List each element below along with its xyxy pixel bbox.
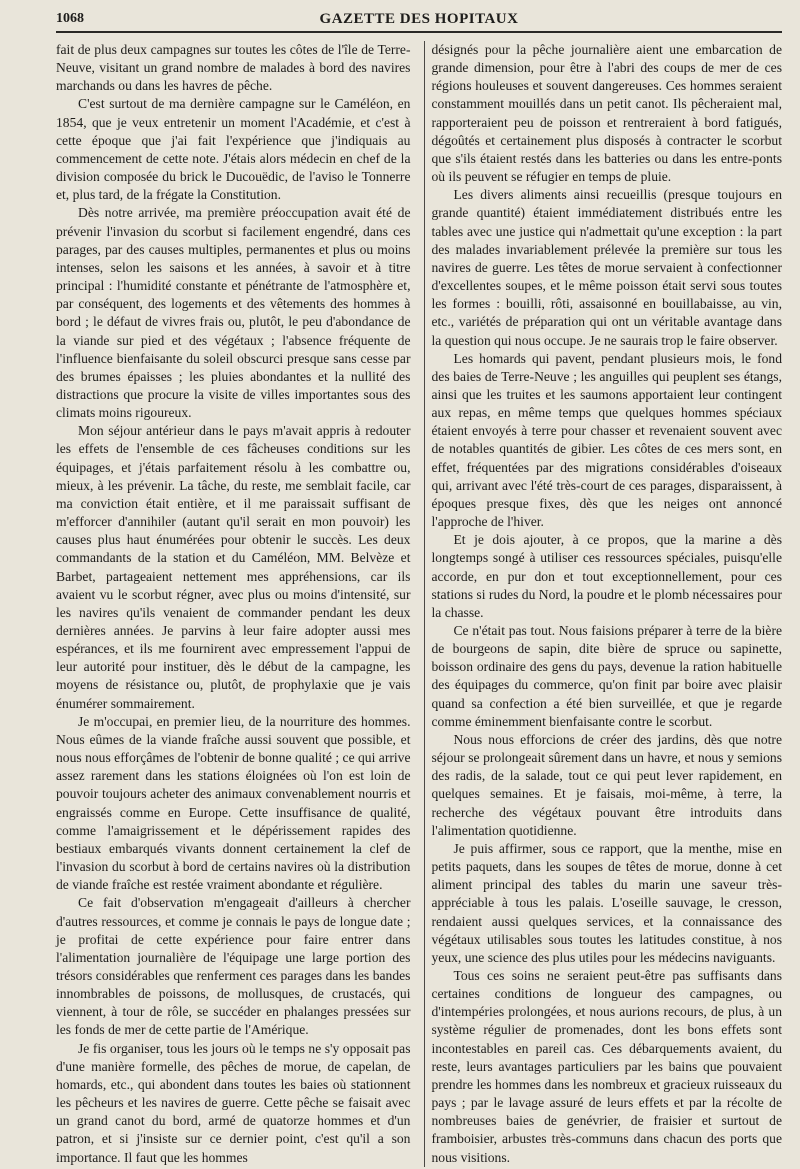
paragraph: Je fis organiser, tous les jours où le temps ne s'y opposait pas d'une manière formelle, des pêches de morue, de capelan, de homards, etc., qui abondent dans toutes les baies où stationnent les pêcheurs et les navires de guerre. Cette pêche se faisait avec un grand canot du bord, armé de quatorze hommes et d'un patron, et si j'insiste sur ce dernier point, c'est qu'il a son importance. Il faut que les hommes <box>56 1040 411 1165</box>
paragraph: Ce fait d'observation m'engageait d'ailleurs à chercher d'autres ressources, et comme je connais le pays de longue date ; je profitai de cette expérience pour faire entrer dans l'alimentation journalière de l'équipage une large portion des trésors considérables que renferment ces parages dans les bandes innombrables de poissons, de mollusques, de crustacés, qui viennent, à tour de rôle, se succéder en phalanges pressées sur les fonds de mer de cette partie de l'Amérique. <box>56 895 411 1038</box>
paragraph: Tous ces soins ne seraient peut-être pas suffisants dans certaines conditions de longueur des campagnes, ou d'intempéries prolongées, et nous aurions recours, de plus, à un système régulier de promenades, dont les bons effets sont incontestables en pareil cas. Ces débarquements avaient, du reste, leurs avantages particuliers par les bains que pouvaient prendre les hommes dans les nombreux et gracieux ruisseaux du pays ; par le lavage assuré de leurs effets et par la récolte de nombreuses baies de genévrier, de fraisier et surtout de framboisier, arbustes très-communs dans chacun des ports que nous visitions. <box>431 967 782 1165</box>
paragraph: Nous nous efforcions de créer des jardins, dès que notre séjour se prolongeait sûrement dans un havre, et nous y semions des radis, de la salade, tout ce qui peut lever rapidement, en quelques semaines. Et je faisais, moi-même, à terre, la recherche des végétaux pouvant être introduits dans l'alimentation quotidienne. <box>431 731 782 838</box>
paragraph: Et je dois ajouter, à ce propos, que la marine a dès longtemps songé à utiliser ces ressources spéciales, puisqu'elle accorde, en pur don et tout exceptionnellement, pour ces stations si rudes du Nord, la poudre et le plomb nécessaires pour la chasse. <box>431 532 782 620</box>
right-column <box>424 41 782 1167</box>
paragraph: Mon séjour antérieur dans le pays m'avait appris à redouter les effets de l'ensemble de ces fâcheuses conditions sur les équipages, et j'étais parfaitement résolu à les combattre ou, mieux, à les prévenir. La tâche, du reste, me semblait facile, car ma conviction était entière, et il me paraissait suffisant de m'efforcer d'annihiler (autant qu'il serait en mon pouvoir) les causes plus haut énumérées pour obtenir le succès. Les deux commandants de la station et du Caméléon, MM. Belvèze et Barbet, partageaient nettement mes appréhensions, car ils avaient vu le scorbut régner, avec plus ou moins d'intensité, sur les navires qu'ils venaient de commander pendant les deux dernières années. Je parvins à leur faire adopter aussi mes espérances, et ils me fournirent avec empressement l'appui de leur autorité pour instituer, dès le début de la campagne, les moyens de résistance ou, plutôt, de prophylaxie que je vais énumérer sommairement. <box>56 423 411 711</box>
paragraph: fait de plus deux campagnes sur toutes les côtes de l'île de Terre-Neuve, visitant un grand nombre de malades à bord des navires marchands ou dans les havres de pêche. <box>56 42 411 94</box>
journal-title: GAZETTE DES HOPITAUX <box>319 11 519 27</box>
paragraph: Dès notre arrivée, ma première préoccupation avait été de prévenir l'invasion du scorbut si facilement engendré, dans ces parages, par des causes multiples, permanentes et plus ou moins intenses, selon les saisons et les années, à savoir et à titre principal : l'humidité constante et pénétrante de l'atmosphère et, par conséquent, des logements et des vêtements des hommes à bord ; le défaut de vivres frais ou, plutôt, le peu d'abondance de la viande sur pied et des végétaux ; l'absence fréquente de l'influence bienfaisante du soleil obscurci presque sans cesse par des brumes épaisses ; les pluies abondantes et la nullité des distractions que procure la visite de villes importantes sous des climats moins rigoureux. <box>56 205 411 421</box>
paragraph: Les homards qui pavent, pendant plusieurs mois, le fond des baies de Terre-Neuve ; les anguilles qui peuplent ses étangs, ainsi que les truites et les saumons apportaient leur contingent aux repas, en même temps que quelques hommes spéciaux étaient envoyés à terre pour chasser et revenaient souvent avec de notables quantités de gibier. Les côtes de ces mers sont, en effet, fréquentées par des migrations considérables d'oiseaux qui, arrivant avec l'été très-court de ces parages, disparaissent, à époques presque fixes, dès que les neiges ont annoncé l'approche de l'hiver. <box>431 350 782 530</box>
header-rule <box>56 31 782 33</box>
left-column <box>56 41 410 1167</box>
paragraph: Je puis affirmer, sous ce rapport, que la menthe, mise en petits paquets, dans les soupes de têtes de morue, donne à cet aliment principal des tables du marin une saveur très-appréciable à tous les palais. L'oseille sauvage, le cresson, rendaient aussi quelques services, et la connaissance des végétaux utilisables sous toutes les latitudes constitue, à nos yeux, une science des plus utiles pour les médecins naviguants. <box>431 840 782 965</box>
paragraph: Ce n'était pas tout. Nous faisions préparer à terre de la bière de bourgeons de sapin, dite bière de spruce ou sapinette, boisson ordinaire des gens du pays, devenue la ration habituelle des équipages du commerce, qu'on finit par boire avec plaisir quand sa confection a été bien surveillée, et que je regarde comme éminemment bienfaisante contre le scorbut. <box>431 623 782 729</box>
article-columns <box>56 41 782 1167</box>
paragraph: Je m'occupai, en premier lieu, de la nourriture des hommes. Nous eûmes de la viande fraîche aussi souvent que possible, et nous nous efforçâmes de l'obtenir de bonne qualité ; ce qui arrive assez rarement dans les stations éloignées où l'on est loin de pouvoir toujours acheter des animaux convenablement nourris et engraissés comme en Europe. Cette insuffisance de qualité, comme l'amaigrissement et le dépérissement rapides des bestiaux embarqués vivants donnent certainement la clef de l'invasion du scorbut à bord de certains navires où la distribution de viande fraîche est restée vraiment abondante et régulière. <box>56 713 411 893</box>
paragraph: désignés pour la pêche journalière aient une embarcation de grande dimension, pour être à l'abri des coups de mer de ces régions houleuses et souvent dangereuses. Ces hommes seraient constamment mouillés dans un petit canot. Ils pêcheraient mal, rapporteraient peu de poisson et rentreraient à bord fatigués, dégoûtés et certainement plus disposés à contracter le scorbut que s'ils étaient restés dans les batteries ou dans les entre-ponts où ils peuvent se réfugier en temps de pluie. <box>431 42 782 185</box>
page-header <box>56 8 782 28</box>
paragraph: C'est surtout de ma dernière campagne sur le Caméléon, en 1854, que je veux entretenir un moment l'Académie, et c'est à cette époque que j'ai fait l'expérience que j'indiquais au commencement de cette note. J'étais alors médecin en chef de la division composée du brick le Ducouëdic, de l'aviso le Tonnerre et, plus tard, de la frégate la Constitution. <box>56 96 411 203</box>
paragraph: Les divers aliments ainsi recueillis (presque toujours en grande quantité) étaient immédiatement distribués entre les tables avec une justice qui n'admettait qu'une exception : la part des malades invariablement prélevée la première sur tous les navires de guerre. Les têtes de morue servaient à confectionner d'excellentes soupes, et le même poisson était servi sous toutes les formes : bouilli, rôti, assaisonné en bouillabaisse, au vin, etc., variétés de préparation qui ont un véritable avantage dans la question qui nous occupe. Je ne saurais trop le faire observer. <box>431 187 782 348</box>
page-number: 1068 <box>56 11 84 26</box>
